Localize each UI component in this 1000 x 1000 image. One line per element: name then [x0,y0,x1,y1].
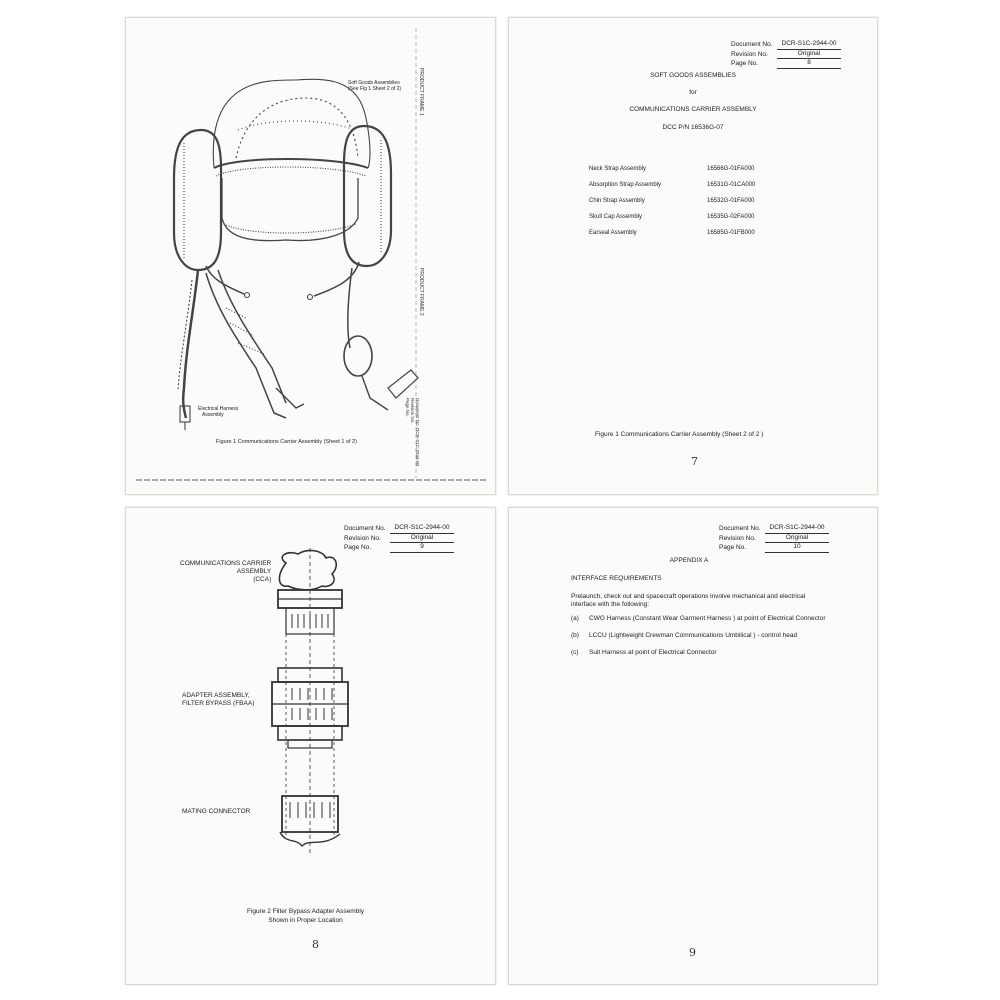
rotated-header: Document No. DCR-S1C-2944-00 Revision No. Page No. [405,398,420,467]
title-line-1: SOFT GOODS ASSEMBLIES [650,72,736,79]
cca-label: COMMUNICATIONS CARRIER ASSEMBLY (CCA) [180,560,272,583]
product-frame-mark-top: PRODUCT FRAME 1 [418,68,424,116]
figure-caption: Figure 1 Communications Carrier Assembly (Sheet 1 of 2) [216,439,357,445]
handwritten-page-number: 7 [691,455,698,468]
list-item: (c) Suit Harness at point of Electrical Connector [571,649,717,656]
mating-connector-label: MATING CONNECTOR [182,808,251,815]
list-item: (b) LCCU (Lightweight Crewman Communications Umbilical ) - control head [571,632,798,639]
document-page-sheet-1 [125,17,496,495]
soft-goods-callout: Soft Goods Assemblies (See Fig 1 Sheet 2 of 2) [348,80,402,92]
document-page-sheet-4 [508,507,878,985]
title-line-3: COMMUNICATIONS CARRIER ASSEMBLY [629,106,757,113]
title-line-4: DCC P/N 16536G-07 [662,124,724,131]
section-heading: INTERFACE REQUIREMENTS [571,575,662,582]
handwritten-page-number: 9 [689,946,696,959]
handwritten-page-number: 8 [312,938,319,951]
helmet-drawing [126,18,495,494]
title-line-2: for [689,89,697,96]
document-header: Document No. DCR-S1C-2944-00 Revision No. Original Page No. 9 [344,524,454,553]
intro-paragraph: Prelaunch, check out and spacecraft operations involve mechanical and electrical interface with the following: [571,593,806,608]
document-page-sheet-3 [125,507,496,985]
document-page-sheet-2: Document No. DCR-S1C-2944-00 Revision No. Original Page No. 8 SOFT GOODS ASSEMBLIES for COMMUNICATIONS CARRIER ASSEMBLY DCC P/N 16536G-07 Neck Strap Assembly 16566G-01FA000 Absorption Strap Assembly 16531G-01CA000 Chin Strap Assembly 16532G-01FA000 Skull Cap Assembly 16535G-02FA000 Earseal Assembly 16585G-01FB000 Figure 1 Communications Carrier Assembly (Sheet 2 of 2 ) 7 [508,17,878,495]
list-item: (a) CWG Harness (Constant Wear Garment Harness ) at point of Electrical Connector [571,615,826,622]
document-header: Document No. DCR-S1C-2944-00 Revision No. Original Page No. 8 [731,40,841,69]
product-frame-mark-mid: PRODUCT FRAME 2 [418,268,424,316]
appendix-title: APPENDIX A [669,557,709,564]
figure-caption: Figure 1 Communications Carrier Assembly (Sheet 2 of 2 ) [595,431,764,438]
document-header: Document No. DCR-S1C-2944-00 Revision No. Original Page No. 10 [719,524,829,553]
figure-caption: Figure 2 Filter Bypass Adapter Assembly Shown in Proper Location [246,908,365,924]
adapter-label: ADAPTER ASSEMBLY, FILTER BYPASS (FBAA) [182,692,255,707]
electrical-harness-callout: Electrical Harness Assembly [198,406,239,418]
